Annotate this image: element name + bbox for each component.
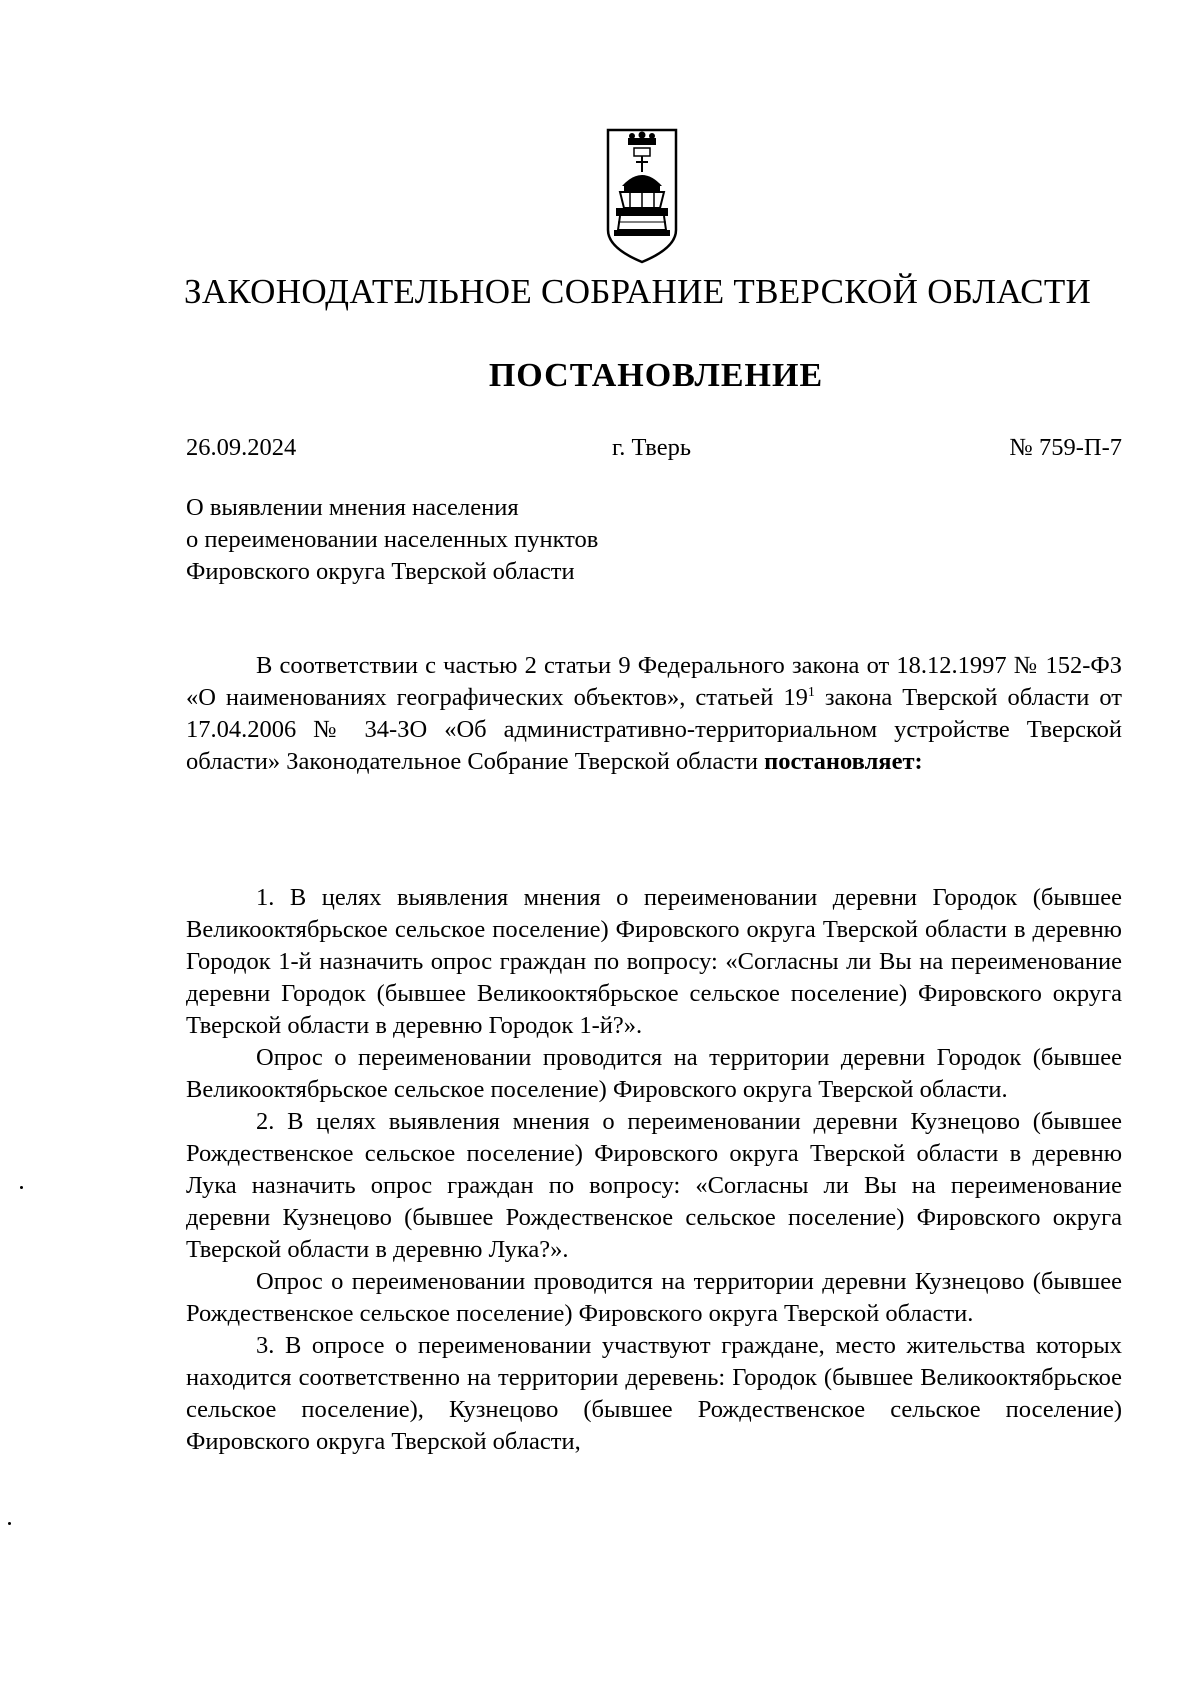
item-paragraph: 1. В целях выявления мнения о переименовании деревни Городок (бывшее Великооктябрьское сельское поселение) Фировского округа Тверской области в деревню Городок 1-й назначить опрос граждан по вопросу: «Согласны ли Вы на переименование деревни Городок (бывшее Великооктябрьское сельское поселение) Фировского округа Тверской области в деревню Городок 1-й?». bbox=[186, 884, 1122, 1039]
document-subject bbox=[186, 492, 598, 588]
document-type: ПОСТАНОВЛЕНИЕ bbox=[488, 357, 824, 394]
item-paragraph: Опрос о переименовании проводится на территории деревни Кузнецово (бывшее Рождественское сельское поселение) Фировского округа Тверской области. bbox=[186, 1268, 1122, 1327]
item-paragraph: Опрос о переименовании проводится на территории деревни Городок (бывшее Великооктябрьское сельское поселение) Фировского округа Тверской области. bbox=[186, 1044, 1122, 1103]
resolution-items bbox=[186, 882, 1122, 1458]
preamble-text-continued: закона Тверской области от 17.04.2006 № 34-ЗО «Об административно-территориальном устройстве Тверской области» Законодательное Собрание Тверской области bbox=[186, 684, 1122, 775]
preamble-paragraph bbox=[186, 650, 1122, 778]
tver-coat-of-arms-icon bbox=[604, 126, 680, 266]
document-number: № 759-П-7 bbox=[1009, 434, 1122, 461]
scan-speck bbox=[8, 1522, 11, 1525]
subject-line: Фировского округа Тверской области bbox=[186, 558, 575, 585]
preamble-text: В соответствии с частью 2 статьи 9 Федерального закона от 18.12.1997 № 152-ФЗ «О наименованиях географических объектов», статьей 19 bbox=[186, 652, 1122, 711]
subject-line: о переименовании населенных пунктов bbox=[186, 526, 599, 553]
document-place: г. Тверь bbox=[612, 434, 692, 461]
preamble-superscript: 1 bbox=[807, 684, 815, 700]
document-date: 26.09.2024 bbox=[186, 434, 297, 461]
scan-speck bbox=[20, 1186, 23, 1189]
subject-line: О выявлении мнения населения bbox=[186, 494, 519, 521]
item-paragraph: 3. В опросе о переименовании участвуют граждане, место жительства которых находится соответственно на территории деревень: Городок (бывшее Великооктябрьское сельское поселение), Кузнецово (бывшее Рождественское сельское поселение) Фировского округа Тверской области, bbox=[186, 1332, 1122, 1455]
resolution-verb: постановляет: bbox=[764, 748, 923, 775]
organization-name: ЗАКОНОДАТЕЛЬНОЕ СОБРАНИЕ ТВЕРСКОЙ ОБЛАСТИ bbox=[184, 272, 1092, 311]
item-paragraph: 2. В целях выявления мнения о переименовании деревни Кузнецово (бывшее Рождественское сельское поселение) Фировского округа Тверской области в деревню Лука назначить опрос граждан по вопросу: «Согласны ли Вы на переименование деревни Кузнецово (бывшее Рождественское сельское поселение) Фировского округа Тверской области в деревню Лука?». bbox=[186, 1108, 1122, 1263]
